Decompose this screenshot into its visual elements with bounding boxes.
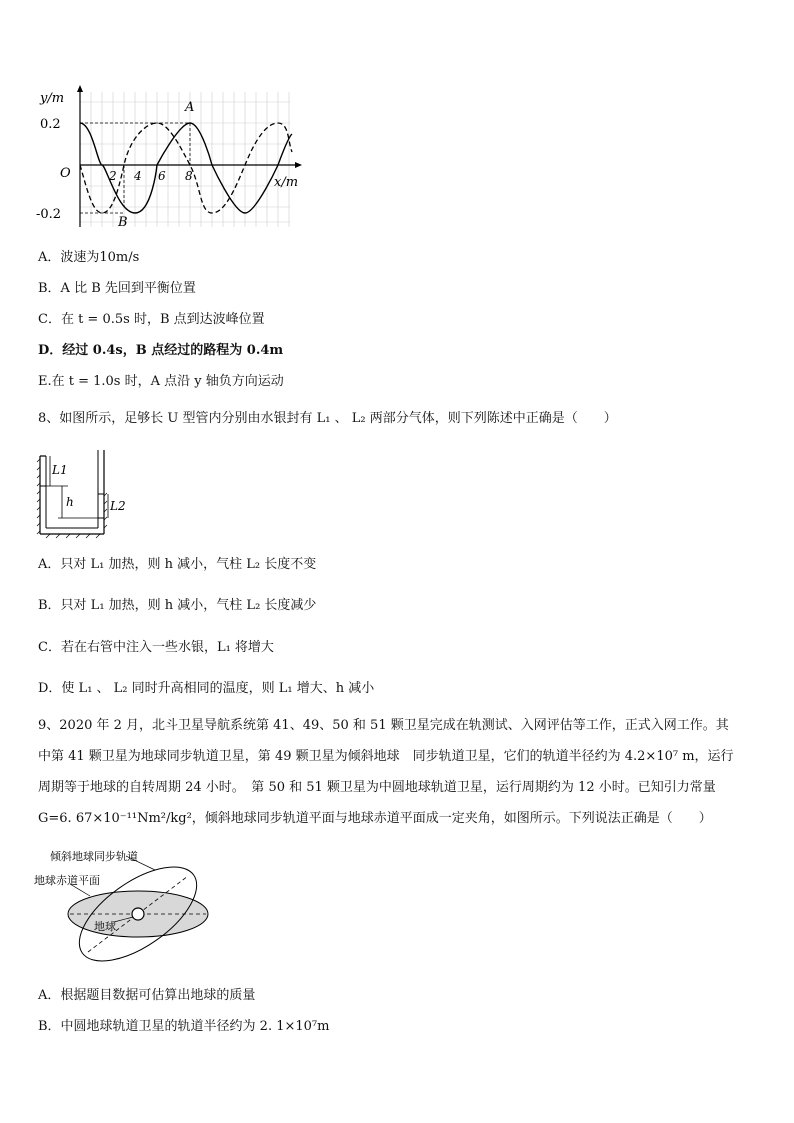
x-tick-4: 4 [134,169,142,183]
q7-option-c: C．在 t = 0.5s 时，B 点到达波峰位置 [38,312,265,327]
q9-line-3: 周期等于地球的自转周期 24 小时。 第 50 和 51 颗卫星为中圆地球轨道卫星，运行周期约为 12 小时。已知引力常量 [38,780,716,795]
dashed-wave [80,123,292,213]
q7-option-e: E.在 t = 1.0s 时，A 点沿 y 轴负方向运动 [38,374,284,389]
origin-label: O [60,166,71,181]
tilted-orbit-label: 倾斜地球同步轨道 [50,850,138,863]
q9-option-a: A．根据题目数据可估算出地球的质量 [38,988,256,1003]
orbit-figure [30,844,230,974]
wave-graph [30,82,330,232]
h-label: h [66,495,74,509]
x-tick-6: 6 [158,169,166,183]
q7-option-d: D．经过 0.4s，B 点经过的路程为 0.4m [38,343,284,358]
x-axis-arrow [295,162,302,168]
y-tick-top: 0.2 [40,117,61,132]
q7-option-a: A．波速为10m/s [38,250,140,265]
u-tube-figure [34,448,134,542]
point-a-label: A [185,100,195,115]
q9-line-1: 9、2020 年 2 月，北斗卫星导航系统第 41、49、50 和 51 颗卫星完成在轨测试、入网评估等工作，正式入网工作。其 [38,718,729,733]
earth-label: 地球 [94,920,116,933]
q8-option-b: B．只对 L₁ 加热，则 h 减小，气柱 L₂ 长度减少 [38,598,317,613]
q9-line-2: 中第 41 颗卫星为地球同步轨道卫星，第 49 颗卫星为倾斜地球 同步轨道卫星，它们的轨道半径约为 4.2×10⁷ m，运行 [38,749,734,764]
equator-label: 地球赤道平面 [34,874,100,887]
y-axis-arrow [77,85,83,92]
q8-stem: 8、如图所示，足够长 U 型管内分别由水银封有 L₁ 、 L₂ 两部分气体，则下列陈述中正确是（ ） [38,411,617,426]
l1-label: L1 [52,463,68,477]
q7-option-b: B．A 比 B 先回到平衡位置 [38,281,196,296]
x-tick-8: 8 [185,169,193,183]
point-b-label: B [118,215,128,230]
y-axis-label: y/m [40,91,65,106]
q8-option-d: D．使 L₁ 、 L₂ 同时升高相同的温度，则 L₁ 增大、h 减小 [38,681,375,696]
q9-line-4: G=6. 67×10⁻¹¹Nm²/kg²，倾斜地球同步轨道平面与地球赤道平面成一定夹角，如图所示。下列说法正确是（ ） [38,811,712,826]
x-tick-2: 2 [109,169,117,183]
q8-option-a: A．只对 L₁ 加热，则 h 减小，气柱 L₂ 长度不变 [38,557,317,572]
x-axis-label: x/m [274,175,299,190]
earth-icon [132,908,144,920]
q8-option-c: C．若在右管中注入一些水银，L₁ 将增大 [38,640,274,655]
l2-label: L2 [110,499,126,513]
q9-option-b: B．中圆地球轨道卫星的轨道半径约为 2. 1×10⁷m [38,1019,330,1034]
y-tick-bottom: -0.2 [36,207,62,222]
